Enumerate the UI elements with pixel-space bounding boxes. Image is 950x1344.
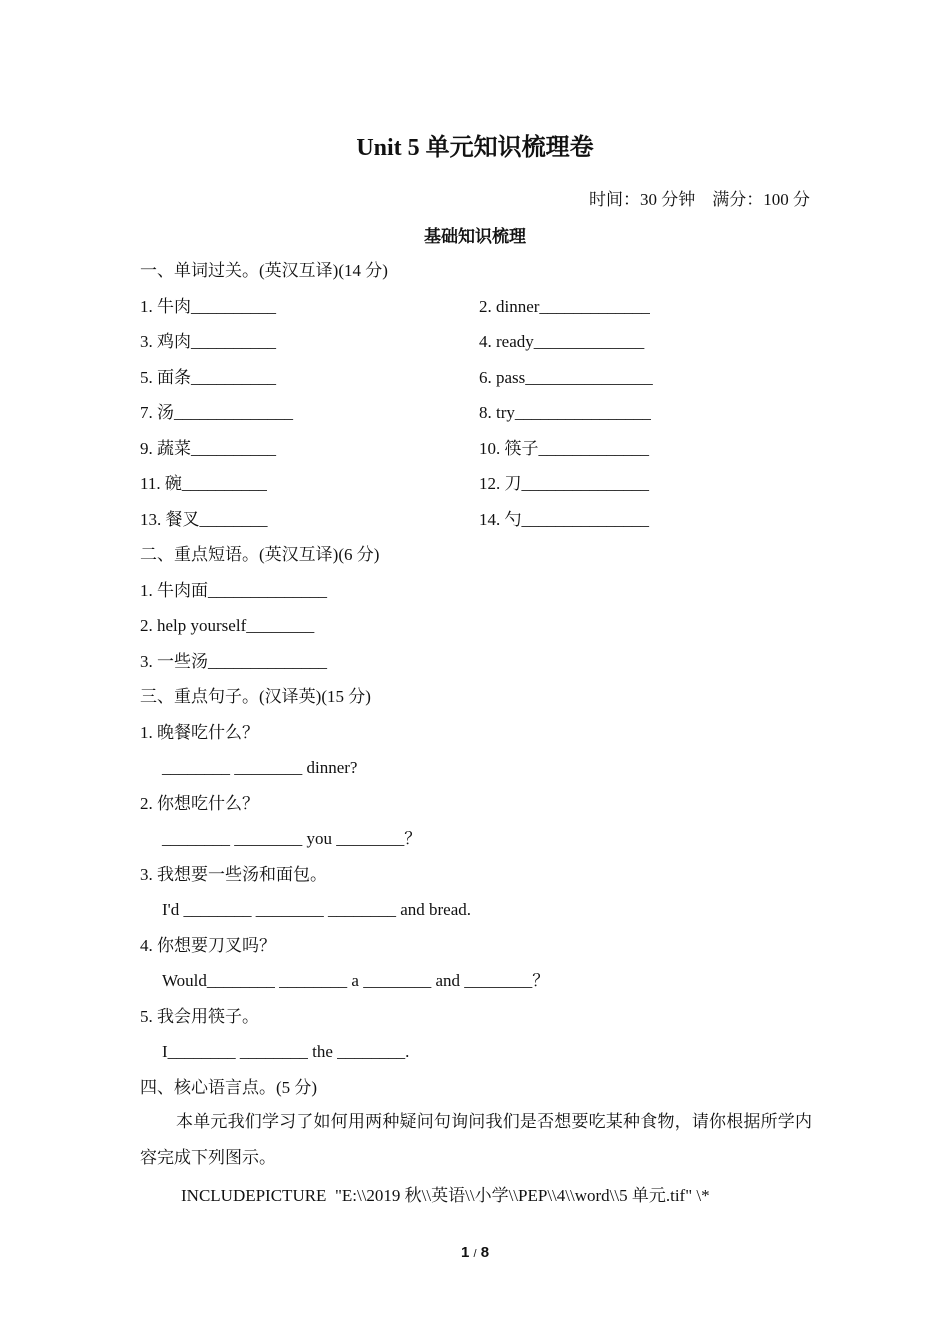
sentence-answer: I'd ________ ________ ________ and bread. — [162, 900, 472, 919]
section-group-title: 基础知识梳理 — [424, 227, 526, 246]
section2-heading: 二、重点短语。(英汉互译)(6 分) — [140, 545, 380, 564]
vocab-item: 7. 汤______________ — [140, 403, 293, 422]
section4-heading: 四、核心语言点。(5 分) — [140, 1078, 318, 1097]
page-number — [0, 1242, 950, 1265]
phrase-item: 1. 牛肉面______________ — [140, 581, 327, 600]
total-pages: 8 — [480, 1244, 490, 1261]
vocab-item: 11. 碗__________ — [140, 474, 267, 493]
vocab-item: 5. 面条__________ — [140, 368, 276, 387]
time-score-info: 时间：30 分钟 满分：100 分 — [589, 190, 810, 209]
section1-heading: 一、单词过关。(英汉互译)(14 分) — [140, 261, 388, 280]
vocab-item: 6. pass_______________ — [479, 368, 653, 387]
sentence-question: 2. 你想吃什么？ — [140, 794, 259, 813]
vocab-item: 12. 刀_______________ — [479, 474, 649, 493]
phrase-item: 2. help yourself________ — [140, 616, 315, 635]
vocab-item: 9. 蔬菜__________ — [140, 439, 276, 458]
sentence-answer: ________ ________ you ________？ — [162, 829, 422, 848]
vocab-item: 13. 餐叉________ — [140, 510, 268, 529]
sentence-answer: Would________ ________ a ________ and ________？ — [162, 971, 550, 990]
vocab-item: 14. 勺_______________ — [479, 510, 649, 529]
sentence-question: 1. 晚餐吃什么？ — [140, 723, 259, 742]
section4-paragraph: 本单元我们学习了如何用两种疑问句询问我们是否想要吃某种食物，请你根据所学内容完成下列图示。 — [140, 1112, 812, 1167]
sentence-question: 3. 我想要一些汤和面包。 — [140, 865, 327, 884]
vocab-item: 3. 鸡肉__________ — [140, 332, 276, 351]
sentence-answer: I________ ________ the ________. — [162, 1042, 410, 1061]
page-title: Unit 5 单元知识梳理卷 — [356, 135, 594, 161]
vocab-item: 4. ready_____________ — [479, 332, 645, 351]
current-page: 1 — [460, 1244, 470, 1261]
page-separator: / — [473, 1248, 477, 1260]
sentence-answer: ________ ________ dinner? — [162, 758, 358, 777]
sentence-question: 5. 我会用筷子。 — [140, 1007, 259, 1026]
include-picture-field: INCLUDEPICTURE "E:\\2019 秋\\英语\\小学\\PEP\\4\\word\\5 单元.tif" \* — [181, 1186, 710, 1205]
vocab-item: 8. try________________ — [479, 403, 651, 422]
sentence-question: 4. 你想要刀叉吗？ — [140, 936, 276, 955]
vocab-item: 2. dinner_____________ — [479, 297, 650, 316]
section3-heading: 三、重点句子。(汉译英)(15 分) — [140, 687, 371, 706]
phrase-item: 3. 一些汤______________ — [140, 652, 327, 671]
vocab-item: 10. 筷子_____________ — [479, 439, 649, 458]
vocab-item: 1. 牛肉__________ — [140, 297, 276, 316]
